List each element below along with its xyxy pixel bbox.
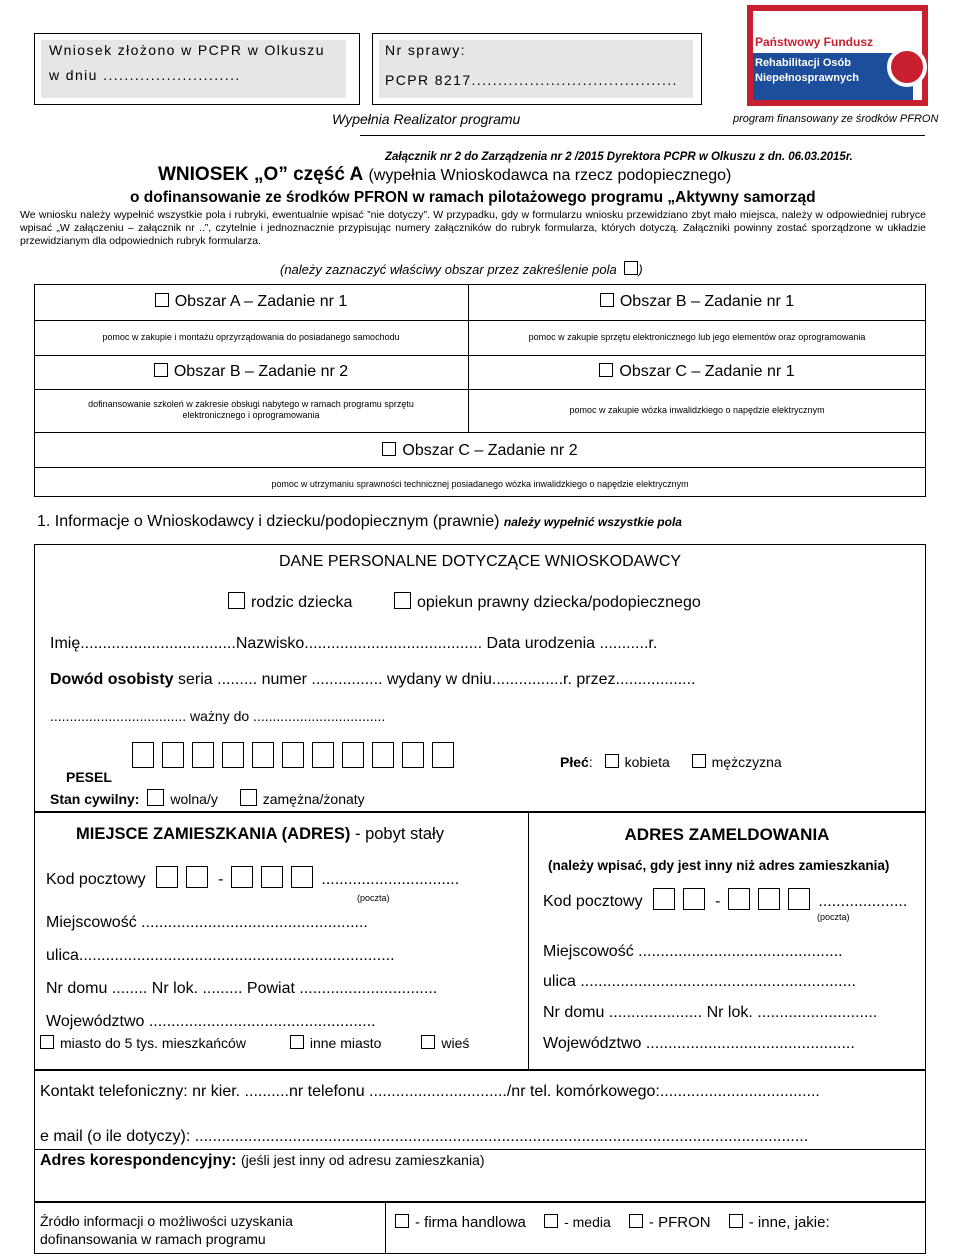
phone-field[interactable]: Kontakt telefoniczny: nr kier. ..........nr telefonu .............................../nr tel. komórkowego:.................................... bbox=[40, 1083, 820, 1100]
pfron-note: program finansowany ze środków PFRON bbox=[733, 113, 939, 125]
checkbox-icon[interactable] bbox=[147, 789, 164, 806]
select-hint: (należy zaznaczyć właściwy obszar przez zakreślenie pola ) bbox=[280, 262, 643, 277]
area-b1-desc: pomoc w zakupie sprzętu elektronicznego lub jego elementów oraz oprogramowania bbox=[528, 332, 866, 342]
address-left-box bbox=[34, 812, 529, 1070]
area-c1-desc: pomoc w zakupie wózka inwalidzkiego o napędzie elektrycznym bbox=[569, 405, 825, 415]
submission-box bbox=[34, 33, 360, 105]
form-subtitle: o dofinansowanie ze środków PFRON w ramach pilotażowego programu „Aktywny samorząd bbox=[130, 189, 816, 206]
locality-small-town: miasto do 5 tys. mieszkańców bbox=[60, 1035, 246, 1051]
pfron-logo bbox=[747, 5, 928, 106]
r-postal-dots: .................... bbox=[818, 893, 908, 910]
area-a1[interactable] bbox=[34, 293, 468, 311]
form-title-suffix: (wypełnia Wnioskodawca na rzecz podopiecznego) bbox=[368, 167, 732, 184]
id-line[interactable] bbox=[50, 671, 696, 689]
realizator-note: Wypełnia Realizator programu bbox=[332, 111, 521, 127]
checkbox-icon[interactable] bbox=[600, 293, 614, 307]
r-house-field[interactable]: Nr domu ..................... Nr lok. ........................... bbox=[543, 1004, 878, 1021]
pesel-digit[interactable] bbox=[282, 742, 304, 768]
postal-digit[interactable] bbox=[728, 888, 750, 910]
source-label-line1: Źródło informacji o możliwości uzyskania bbox=[40, 1213, 293, 1229]
form-title-main: WNIOSEK „O” część A bbox=[158, 164, 364, 185]
correspondence-label: Adres korespondencyjny: bbox=[40, 1152, 237, 1169]
area-b2-desc: dofinansowanie szkoleń w zakresie obsługi nabytego w ramach programu sprzętu elektronicznego i oprogramowania bbox=[88, 399, 414, 420]
pesel-digit[interactable] bbox=[432, 742, 454, 768]
areas-divider-h2 bbox=[34, 355, 926, 356]
r-postal-code-row[interactable] bbox=[543, 888, 907, 911]
checkbox-icon bbox=[624, 261, 638, 275]
postal-digit[interactable] bbox=[291, 866, 313, 888]
areas-divider-h1 bbox=[34, 320, 926, 321]
source-opt-shop: - firma handlowa bbox=[415, 1214, 526, 1231]
areas-divider-h3 bbox=[34, 389, 926, 390]
postal-dash: - bbox=[715, 893, 721, 910]
voivodeship-field[interactable]: Województwo ................................................... bbox=[46, 1013, 376, 1030]
pfron-logo-line2: Rehabilitacji Osób bbox=[755, 57, 851, 69]
section1-heading-text: 1. Informacje o Wnioskodawcy i dziecku/podopiecznym bbox=[37, 513, 429, 530]
city-field[interactable]: Miejscowość ................................................... bbox=[46, 914, 368, 931]
checkbox-icon[interactable] bbox=[154, 363, 168, 377]
checkbox-icon[interactable] bbox=[729, 1214, 743, 1228]
sex-row: Płeć: kobieta mężczyzna bbox=[560, 754, 782, 770]
source-label bbox=[40, 1212, 293, 1248]
r-voivodeship-field[interactable]: Województwo ............................................... bbox=[543, 1035, 855, 1052]
locality-village: wieś bbox=[441, 1035, 470, 1051]
checkbox-icon[interactable] bbox=[421, 1035, 435, 1049]
sex-male: mężczyzna bbox=[711, 754, 782, 770]
postal-digit[interactable] bbox=[653, 888, 675, 910]
area-c2-title: Obszar C – Zadanie nr 2 bbox=[402, 442, 578, 459]
pesel-digit[interactable] bbox=[132, 742, 154, 768]
id-rest: seria ......... numer ................ wydany w dniu................r. przez.................. bbox=[178, 671, 696, 688]
pfron-logo-line3: Niepełnosprawnych bbox=[755, 72, 859, 84]
areas-divider-h5 bbox=[34, 467, 926, 468]
r-postal-code-label: Kod pocztowy bbox=[543, 893, 643, 910]
area-c2[interactable] bbox=[34, 442, 926, 460]
submission-line2[interactable]: w dniu .......................... bbox=[49, 67, 241, 83]
marital-row bbox=[50, 789, 365, 807]
name-line[interactable]: Imię...................................Nazwisko........................................ Data urodzenia ...........r. bbox=[50, 635, 658, 652]
area-a1-desc: pomoc w zakupie i montażu oprzyrządowania do posiadanego samochodu bbox=[102, 332, 400, 342]
source-options bbox=[395, 1214, 830, 1231]
marital-married: zamężna/żonaty bbox=[262, 791, 365, 807]
postal-digit[interactable] bbox=[758, 888, 780, 910]
marital-label: Stan cywilny: bbox=[50, 791, 140, 807]
area-b2[interactable] bbox=[34, 363, 468, 381]
submission-line1: Wniosek złożono w PCPR w Olkuszu bbox=[49, 42, 325, 58]
attachment-note: Załącznik nr 2 do Zarządzenia nr 2 /2015 Dyrektora PCPR w Olkuszu z dn. 06.03.2015r. bbox=[385, 151, 853, 163]
checkbox-icon[interactable] bbox=[605, 754, 619, 768]
pesel-digit[interactable] bbox=[222, 742, 244, 768]
checkbox-icon[interactable] bbox=[382, 442, 396, 456]
id-label: Dowód osobisty bbox=[50, 671, 174, 688]
r-street-field[interactable]: ulica .............................................................. bbox=[543, 973, 856, 990]
area-b2-title: Obszar B – Zadanie nr 2 bbox=[173, 363, 349, 380]
postal-digit[interactable] bbox=[788, 888, 810, 910]
source-opt-pfron: - PFRON bbox=[648, 1214, 711, 1231]
pesel-digit[interactable] bbox=[312, 742, 334, 768]
marital-single: wolna/y bbox=[170, 791, 218, 807]
postal-digit[interactable] bbox=[186, 866, 208, 888]
pesel-digit[interactable] bbox=[192, 742, 214, 768]
applicant-type-guardian[interactable] bbox=[394, 592, 701, 612]
correspondence-divider bbox=[34, 1149, 926, 1150]
pfron-logo-line1: Państwowy Fundusz bbox=[755, 35, 874, 49]
checkbox-icon[interactable] bbox=[240, 789, 257, 806]
correspondence-row[interactable] bbox=[40, 1152, 485, 1170]
street-field[interactable]: ulica....................................................................... bbox=[46, 947, 395, 964]
applicant-type-parent[interactable] bbox=[228, 592, 352, 612]
checkbox-icon[interactable] bbox=[692, 754, 706, 768]
area-b1-title: Obszar B – Zadanie nr 1 bbox=[619, 293, 795, 310]
section1-heading-paren: (prawnie) bbox=[432, 513, 500, 530]
r-city-field[interactable]: Miejscowość .............................................. bbox=[543, 943, 843, 960]
pfron-logo-circle bbox=[887, 47, 927, 87]
source-opt-media: - media bbox=[564, 1214, 611, 1230]
area-b1[interactable] bbox=[468, 293, 926, 311]
form-instructions: We wniosku należy wypełnić wszystkie pola i rubryki, ewentualnie wpisać ”nie dotyczy”. W przypadku, gdy w formularzu wniosku przewidziano zbyt mało miejsca, należy w odpowiedniej rubryce wpisać „W załączeniu – załącznik nr ..”, czytelnie i jednoznacznie przypisując numery załączników do rubryk formularza, których dotyczą. Załączniki powinny zostać sporządzone w układzie przewidzianym dla odpowiednich rubryk formularza. bbox=[20, 209, 926, 247]
pesel-digit[interactable] bbox=[342, 742, 364, 768]
area-c1[interactable] bbox=[468, 363, 926, 381]
postal-digit[interactable] bbox=[156, 866, 178, 888]
valid-line[interactable]: ................................... ważny do .................................. bbox=[50, 708, 386, 724]
pesel-digit[interactable] bbox=[252, 742, 274, 768]
checkbox-icon[interactable] bbox=[290, 1035, 304, 1049]
email-field[interactable]: e mail (o ile dotyczy): .......................................................................................................................................... bbox=[40, 1128, 809, 1145]
correspondence-note: (jeśli jest inny od adresu zamieszkania) bbox=[240, 1152, 485, 1168]
case-number-box bbox=[372, 33, 702, 105]
residence-heading-main: MIEJSCE ZAMIESZKANIA (ADRES) bbox=[76, 825, 351, 843]
case-number-value[interactable]: PCPR 8217....................................... bbox=[385, 72, 678, 88]
source-label-line2: dofinansowania w ramach programu bbox=[40, 1231, 266, 1247]
source-divider bbox=[385, 1202, 386, 1254]
section1-heading-note: należy wypełnić wszystkie pola bbox=[503, 515, 682, 529]
locality-other-town: inne miasto bbox=[309, 1035, 382, 1051]
sex-label: Płeć bbox=[560, 754, 589, 770]
checkbox-icon[interactable] bbox=[228, 592, 245, 609]
postal-digit[interactable] bbox=[231, 866, 253, 888]
checkbox-icon[interactable] bbox=[395, 1214, 409, 1228]
residence-heading-suffix: - pobyt stały bbox=[355, 825, 444, 843]
postal-code-row[interactable] bbox=[46, 866, 459, 889]
sex-female: kobieta bbox=[624, 754, 670, 770]
pesel-label: PESEL bbox=[66, 769, 112, 785]
postal-dots: ............................... bbox=[321, 871, 460, 888]
pesel-digit[interactable] bbox=[162, 742, 184, 768]
house-field[interactable]: Nr domu ........ Nr lok. ......... Powiat ............................... bbox=[46, 980, 438, 997]
checkbox-icon[interactable] bbox=[394, 592, 411, 609]
case-number-label: Nr sprawy: bbox=[385, 42, 466, 58]
source-opt-other: - inne, jakie: bbox=[748, 1214, 830, 1231]
checkbox-icon[interactable] bbox=[629, 1214, 643, 1228]
section1-heading bbox=[37, 513, 682, 531]
r-postal-note: (poczta) bbox=[817, 912, 850, 922]
pesel-digit[interactable] bbox=[372, 742, 394, 768]
area-a1-title: Obszar A – Zadanie nr 1 bbox=[174, 293, 348, 310]
postal-code-label: Kod pocztowy bbox=[46, 871, 146, 888]
checkbox-icon[interactable] bbox=[155, 293, 169, 307]
checkbox-icon[interactable] bbox=[40, 1035, 54, 1049]
areas-divider-h4 bbox=[34, 432, 926, 433]
applicant-type-parent-label: rodzic dziecka bbox=[251, 594, 353, 611]
residence-heading bbox=[76, 825, 444, 844]
postal-note: (poczta) bbox=[357, 893, 390, 903]
area-c2-desc: pomoc w utrzymaniu sprawności technicznej posiadanego wózka inwalidzkiego o napędzie elektrycznym bbox=[271, 479, 689, 489]
areas-table bbox=[34, 284, 926, 497]
postal-digit[interactable] bbox=[683, 888, 705, 910]
address-right-box bbox=[528, 812, 926, 1070]
form-title bbox=[158, 164, 731, 186]
header-rule bbox=[360, 135, 925, 136]
pesel-digit[interactable] bbox=[402, 742, 424, 768]
select-hint-text: (należy zaznaczyć właściwy obszar przez zakreślenie pola bbox=[280, 262, 617, 277]
checkbox-icon[interactable] bbox=[599, 363, 613, 377]
locality-row bbox=[40, 1035, 469, 1051]
personal-data-heading: DANE PERSONALNE DOTYCZĄCE WNIOSKODAWCY bbox=[278, 553, 682, 570]
area-c1-title: Obszar C – Zadanie nr 1 bbox=[619, 363, 795, 380]
checkbox-icon[interactable] bbox=[544, 1214, 558, 1228]
registration-note: (należy wpisać, gdy jest inny niż adres zamieszkania) bbox=[548, 858, 890, 873]
applicant-type-guardian-label: opiekun prawny dziecka/podopiecznego bbox=[417, 594, 701, 611]
registration-heading: ADRES ZAMELDOWANIA bbox=[624, 825, 830, 844]
postal-digit[interactable] bbox=[261, 866, 283, 888]
postal-dash: - bbox=[218, 871, 224, 888]
pesel-row[interactable] bbox=[66, 742, 462, 785]
